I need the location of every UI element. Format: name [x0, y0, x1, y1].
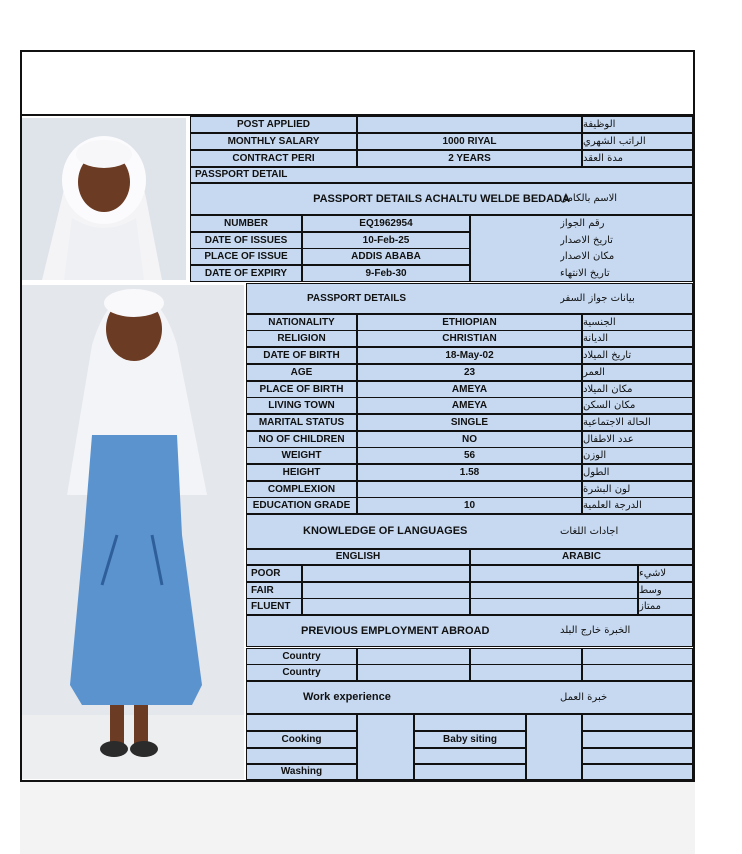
detail-label: COMPLEXION	[246, 481, 357, 498]
detail-value: NO	[357, 431, 582, 448]
level-english	[302, 565, 470, 582]
detail-label: EDUCATION GRADE	[246, 497, 357, 514]
passport-field-label-ar: مكان الاصدار	[560, 250, 615, 262]
detail-label: WEIGHT	[246, 447, 357, 464]
level-label-ar: لاشيء	[638, 565, 693, 582]
skill-cell	[414, 714, 526, 731]
detail-value	[357, 481, 582, 498]
detail-label-ar: العمر	[582, 364, 693, 381]
skill-cell	[582, 748, 693, 764]
passport-field-label: PLACE OF ISSUE	[190, 248, 302, 265]
detail-label-ar: الطول	[582, 464, 693, 481]
country-value	[357, 664, 470, 681]
level-label-ar: وسط	[638, 582, 693, 599]
employment-header-ar: الخبرة خارج البلد	[560, 625, 631, 636]
detail-label: NATIONALITY	[246, 314, 357, 331]
passport-field-value: ADDIS ABABA	[302, 248, 470, 265]
skill-check	[526, 714, 582, 780]
travel-section-header: PASSPORT DETAILS	[246, 283, 693, 314]
employment-header: PREVIOUS EMPLOYMENT ABROAD	[246, 615, 693, 647]
passport-field-value: 10-Feb-25	[302, 232, 470, 249]
detail-label: MARITAL STATUS	[246, 414, 357, 431]
detail-label: PLACE OF BIRTH	[246, 381, 357, 398]
detail-label: HEIGHT	[246, 464, 357, 481]
detail-label-ar: الديانة	[582, 330, 693, 347]
passport-field-label: DATE OF EXPIRY	[190, 265, 302, 282]
field-label: POST APPLIED	[190, 116, 357, 133]
passport-field-label-ar: تاريخ الاصدار	[560, 234, 613, 246]
level-label: FLUENT	[246, 598, 302, 615]
detail-label-ar: مكان السكن	[582, 397, 693, 414]
detail-label: AGE	[246, 364, 357, 381]
detail-value: 10	[357, 497, 582, 514]
level-arabic	[470, 598, 638, 615]
travel-section-header-ar: بيانات جواز السفر	[560, 292, 635, 304]
passport-field-value: 9-Feb-30	[302, 265, 470, 282]
portrait-photo	[22, 118, 186, 280]
passport-detail-label: PASSPORT DETAIL	[190, 167, 693, 183]
detail-value: AMEYA	[357, 397, 582, 414]
detail-label-ar: تاريخ الميلاد	[582, 347, 693, 364]
skill-baby-siting: Baby siting	[414, 731, 526, 748]
lang-english: ENGLISH	[246, 549, 470, 565]
passport-field-value: EQ1962954	[302, 215, 470, 232]
header-band	[22, 52, 693, 116]
full-name-ar: الاسم بالكامل	[560, 193, 618, 204]
detail-label-ar: الجنسية	[582, 314, 693, 331]
level-arabic	[470, 565, 638, 582]
country-value	[582, 664, 693, 681]
detail-value: ETHIOPIAN	[357, 314, 582, 331]
skill-check	[357, 714, 414, 780]
page-bottom	[20, 782, 695, 854]
country-value	[470, 648, 582, 665]
field-value	[357, 116, 582, 133]
field-value: 2 YEARS	[357, 150, 582, 167]
field-label-ar: الوظيفة	[582, 116, 693, 133]
detail-value: 56	[357, 447, 582, 464]
country-value	[357, 648, 470, 665]
country-value	[582, 648, 693, 665]
detail-label-ar: عدد الاطفال	[582, 431, 693, 448]
detail-label-ar: لون البشرة	[582, 481, 693, 498]
detail-value: SINGLE	[357, 414, 582, 431]
detail-label: NO OF CHILDREN	[246, 431, 357, 448]
detail-value: AMEYA	[357, 381, 582, 398]
languages-header: KNOWLEDGE OF LANGUAGES	[246, 514, 693, 549]
level-english	[302, 598, 470, 615]
level-label: FAIR	[246, 582, 302, 599]
skill-cell	[582, 764, 693, 780]
field-label-ar: الراتب الشهري	[582, 133, 693, 150]
skill-cell	[246, 714, 357, 731]
country-value	[470, 664, 582, 681]
detail-label: LIVING TOWN	[246, 397, 357, 414]
detail-label: DATE OF BIRTH	[246, 347, 357, 364]
field-label: CONTRACT PERI	[190, 150, 357, 167]
field-value: 1000 RIYAL	[357, 133, 582, 150]
country-label: Country	[246, 648, 357, 665]
work-header: Work experience	[246, 681, 693, 714]
full-body-photo	[22, 285, 244, 779]
detail-value: CHRISTIAN	[357, 330, 582, 347]
detail-value: 23	[357, 364, 582, 381]
level-label-ar: ممتاز	[638, 598, 693, 615]
detail-value: 1.58	[357, 464, 582, 481]
detail-label-ar: الحالة الاجتماعية	[582, 414, 693, 431]
skill-washing: Washing	[246, 764, 357, 780]
passport-details-header: PASSPORT DETAILS ACHALTU WELDE BEDADA	[190, 183, 693, 215]
languages-header-ar: اجادات اللغات	[560, 525, 619, 537]
passport-field-label-ar: تاريخ الانتهاء	[560, 267, 610, 279]
level-english	[302, 582, 470, 599]
field-label: MONTHLY SALARY	[190, 133, 357, 150]
detail-value: 18-May-02	[357, 347, 582, 364]
skill-cell	[246, 748, 357, 764]
passport-field-label-ar: رقم الجواز	[560, 217, 605, 229]
passport-field-label: DATE OF ISSUES	[190, 232, 302, 249]
skill-cooking: Cooking	[246, 731, 357, 748]
detail-label-ar: الدرجة العلمية	[582, 497, 693, 514]
field-label-ar: مدة العقد	[582, 150, 693, 167]
skill-cell	[414, 748, 526, 764]
level-label: POOR	[246, 565, 302, 582]
passport-field-label: NUMBER	[190, 215, 302, 232]
skill-cell	[582, 731, 693, 748]
skill-cell	[414, 764, 526, 780]
country-label: Country	[246, 664, 357, 681]
level-arabic	[470, 582, 638, 599]
lang-arabic: ARABIC	[470, 549, 693, 565]
work-header-ar: خبرة العمل	[560, 691, 608, 703]
detail-label-ar: مكان الميلاد	[582, 381, 693, 398]
detail-label-ar: الوزن	[582, 447, 693, 464]
skill-cell	[582, 714, 693, 731]
detail-label: RELIGION	[246, 330, 357, 347]
